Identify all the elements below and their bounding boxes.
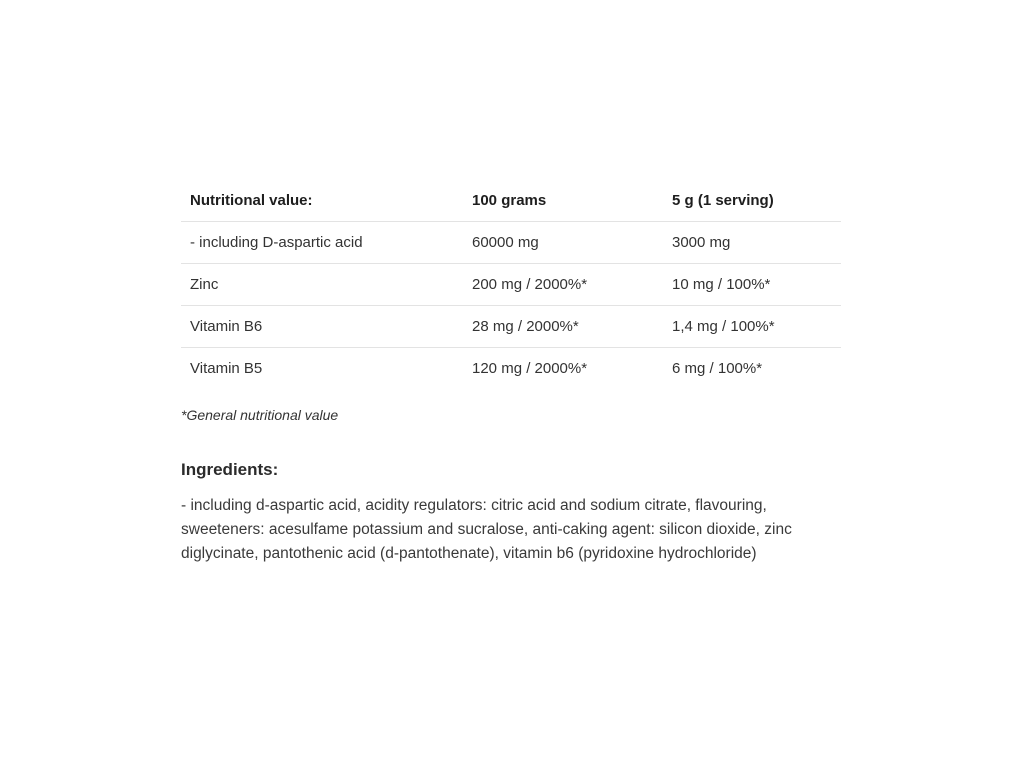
cell-per-100g: 200 mg / 2000%*: [463, 264, 663, 306]
nutrition-table: [181, 180, 841, 389]
table-row: [181, 306, 841, 348]
cell-per-100g: 28 mg / 2000%*: [463, 306, 663, 348]
cell-nutrient: Zinc: [181, 264, 463, 306]
header-serving: 5 g (1 serving): [663, 180, 841, 222]
footnote: *General nutritional value: [181, 407, 339, 423]
table-row: [181, 348, 841, 390]
cell-per-100g: 120 mg / 2000%*: [472, 360, 588, 377]
cell-nutrient: - including D-aspartic acid: [181, 222, 463, 264]
ingredients-heading: Ingredients:: [181, 460, 279, 479]
table-row: [181, 222, 841, 264]
cell-per-serving: 10 mg / 100%*: [663, 264, 841, 306]
cell-per-serving: 1,4 mg / 100%*: [663, 306, 841, 348]
header-100-grams: 100 grams: [463, 180, 663, 222]
ingredients-text: - including d-aspartic acid, acidity regulators: citric acid and sodium citrate, flavouring, sweeteners: acesulfame potassium and sucralose, anti-caking agent: silicon dioxide, zinc diglycinate, pantothenic acid (d-pantothenate), vitamin b6 (pyridoxine hydrochloride): [181, 497, 792, 562]
header-nutritional-value: Nutritional value:: [181, 180, 463, 222]
cell-per-100g: 60000 mg: [463, 222, 663, 264]
table-row: [181, 264, 841, 306]
cell-nutrient: Vitamin B5: [190, 360, 263, 377]
cell-per-serving: 6 mg / 100%*: [672, 360, 763, 377]
cell-nutrient: Vitamin B6: [181, 306, 463, 348]
cell-per-serving: 3000 mg: [663, 222, 841, 264]
table-header-row: [181, 180, 841, 222]
product-info: [181, 180, 841, 566]
